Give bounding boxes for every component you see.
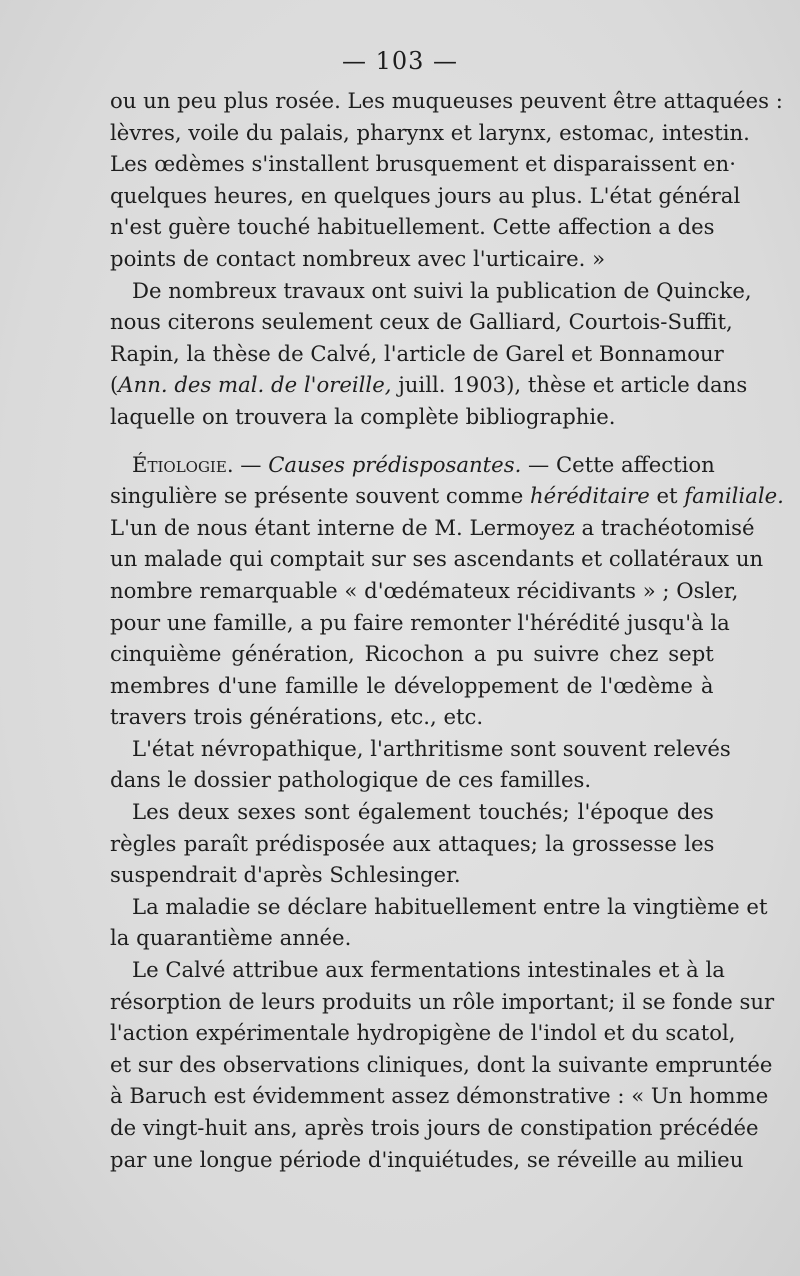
line-text: membres d'une famille le développement de l'œdème à [110, 672, 714, 698]
line-text: dans le dossier pathologique de ces familles. [110, 767, 592, 793]
line-text: l'action expérimentale hydropigène de l'indol et du scatol, [110, 1020, 736, 1046]
text-line [110, 891, 768, 923]
line-text: points de contact nombreux avec l'urticaire. » [110, 245, 606, 271]
line-text: résorption de leurs produits un rôle important; il se fonde sur [110, 988, 775, 1014]
journal-title: Ann. des mal. de l'oreille, [118, 372, 392, 398]
text-line [110, 1112, 759, 1144]
text-line [110, 575, 739, 607]
line-text: L'un de nous étant interne de M. Lermoyez a trachéotomisé [110, 514, 755, 540]
text-line [110, 211, 714, 243]
text-line [110, 764, 714, 796]
line-text: ou un peu plus rosée. Les muqueuses peuvent être attaquées : [110, 88, 783, 113]
line-text: de vingt-huit ans, après trois jours de constipation précédée [110, 1115, 759, 1140]
text-line [110, 796, 714, 828]
page-number: — 103 — [341, 47, 459, 75]
line-text: Le Calvé attribue aux fermentations intestinales et à la [132, 957, 725, 983]
text-line [110, 369, 748, 401]
line-text: L'état névropathique, l'arthritisme sont souvent relevés [132, 735, 731, 761]
line-text: De nombreux travaux ont suivi la publication de Quincke, [132, 277, 752, 303]
line-text: (Ann. des mal. de l'oreille, juill. 1903), thèse et article dans [110, 372, 748, 398]
line-text: cinquième génération, Ricochon a pu suivre chez sept [110, 641, 714, 667]
line-text: pour une famille, a pu faire remonter l'hérédité jusqu'à la [110, 609, 730, 635]
text-line [110, 306, 733, 338]
line-text: un malade qui comptait sur ses ascendants et collatéraux un [110, 546, 764, 572]
text-line [110, 701, 714, 733]
line-text: suspendrait d'après Schlesinger. [110, 862, 461, 888]
text-line [110, 1049, 773, 1081]
text-line [110, 986, 775, 1018]
text-line [110, 1144, 744, 1176]
text-line [110, 480, 784, 512]
line-text: laquelle on trouvera la complète bibliographie. [110, 403, 616, 429]
text-line [110, 733, 731, 765]
line-text: n'est guère touché habituellement. Cette affection a des [110, 214, 715, 240]
line-text: par une longue période d'inquiétudes, se réveille au milieu [110, 1146, 744, 1172]
text-line [110, 180, 741, 212]
text-line [110, 1017, 736, 1049]
text-line [110, 543, 764, 575]
text-line [110, 828, 714, 860]
line-text: nous citerons seulement ceux de Galliard, Courtois-Suffit, [110, 309, 733, 335]
text-line [110, 148, 736, 180]
line-text: travers trois générations, etc., etc. [110, 704, 484, 730]
line-text: singulière se présente souvent comme héréditaire et familiale. [110, 483, 784, 509]
subsection-heading: Causes prédisposantes. [268, 451, 522, 477]
line-text: la quarantième année. [110, 925, 352, 951]
text-line [110, 512, 755, 544]
section-heading: Étiologie [132, 451, 227, 477]
line-text: lèvres, voile du palais, pharynx et larynx, estomac, intestin. [110, 119, 750, 145]
line-text: quelques heures, en quelques jours au plus. L'état général [110, 182, 741, 208]
line-text: Les œdèmes s'installent brusquement et disparaissent en· [110, 151, 736, 177]
text-line [110, 85, 783, 117]
text-line [110, 922, 714, 954]
text-line [110, 1080, 769, 1112]
text-line [110, 117, 750, 149]
text-line [110, 275, 752, 307]
line-text: règles paraît prédisposée aux attaques; la grossesse les [110, 830, 715, 856]
section-gap [110, 433, 714, 449]
body-text [110, 85, 784, 1175]
line-text: nombre remarquable « d'œdémateux récidivants » ; Osler, [110, 577, 739, 603]
line-text: Étiologie. — Causes prédisposantes. — Cette affection [132, 451, 715, 477]
text-line [110, 401, 714, 433]
line-text: Les deux sexes sont également touchés; l'époque des [132, 799, 714, 825]
line-text: La maladie se déclare habituellement entre la vingtième et [132, 893, 768, 919]
text-line [110, 954, 725, 986]
line-text: à Baruch est évidemment assez démonstrative : « Un homme [110, 1083, 769, 1109]
text-line [110, 607, 730, 639]
line-text: Rapin, la thèse de Calvé, l'article de Garel et Bonnamour [110, 340, 724, 366]
text-line [110, 449, 714, 481]
text-line [110, 338, 724, 370]
text-line [110, 638, 714, 670]
text-line [110, 670, 714, 702]
text-line [110, 243, 714, 275]
text-line [110, 859, 714, 891]
line-text: et sur des observations cliniques, dont la suivante empruntée [110, 1051, 773, 1077]
